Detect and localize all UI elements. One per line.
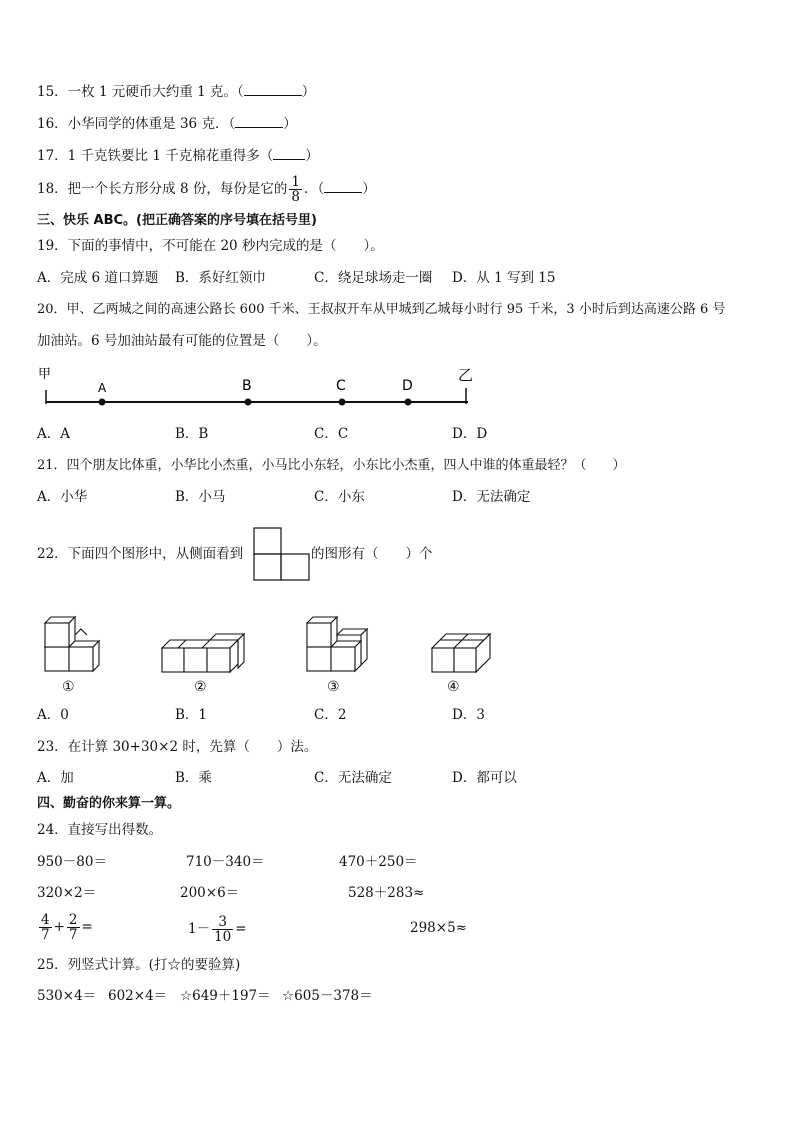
option-b[interactable]: B．乘 — [175, 770, 212, 786]
answer-blank[interactable] — [244, 81, 302, 96]
paren-open: ．（ — [303, 181, 325, 197]
paren-close: ） — [305, 148, 319, 164]
cube-figure-4 — [428, 632, 494, 676]
calc-item: 200×6＝ — [180, 885, 240, 901]
denominator: 7 — [41, 927, 50, 943]
cube-figure-3 — [302, 615, 372, 675]
calc-item: 298×5≈ — [410, 920, 467, 936]
calc-item: 528＋283≈ — [348, 885, 425, 901]
equals-sign: = — [235, 921, 247, 937]
fraction — [67, 913, 80, 942]
option-c[interactable]: C．绕足球场走一圈 — [314, 270, 433, 286]
question-21-text: 21．四个朋友比体重，小华比小杰重，小马比小东轻，小东比小杰重，四人中谁的体重最轻？（ ） — [37, 458, 626, 473]
answer-blank[interactable] — [324, 178, 362, 193]
minuend: 1－ — [188, 921, 211, 937]
answer-blank[interactable] — [235, 113, 283, 128]
section-4-heading: 四、勤奋的你来算一算。 — [37, 796, 181, 811]
calc-item-fraction-diff — [188, 912, 247, 946]
figure-label-1: ① — [62, 679, 75, 695]
equals-sign: = — [81, 919, 93, 935]
cube-figure-1 — [40, 615, 104, 675]
vertical-calc-item: 530×4＝ — [37, 988, 97, 1004]
option-b[interactable]: B．B — [175, 426, 209, 442]
question-17 — [37, 145, 319, 166]
section-3-heading: 三、快乐 ABC。(把正确答案的序号填在括号里) — [37, 213, 317, 228]
question-22-text-before: 22．下面四个图形中，从侧面看到 — [37, 546, 244, 562]
question-22-text-after: 的图形有（ ）个 — [311, 546, 433, 562]
paren-close: ） — [283, 116, 297, 132]
answer-blank[interactable] — [273, 145, 305, 160]
question-15 — [37, 81, 315, 102]
plus-sign: + — [53, 919, 65, 935]
side-view-figure — [253, 527, 311, 581]
option-a[interactable]: A．小华 — [37, 489, 88, 505]
point-c — [339, 399, 346, 406]
option-d[interactable]: D．无法确定 — [452, 489, 531, 505]
calc-item: 710－340＝ — [186, 854, 265, 870]
question-16-text: 16．小华同学的体重是 36 克．（ — [37, 116, 236, 132]
option-d[interactable]: D．都可以 — [452, 770, 517, 786]
question-16 — [37, 113, 297, 134]
question-19-text: 19．下面的事情中，不可能在 20 秒内完成的是（ ）。 — [37, 238, 384, 254]
option-c[interactable]: C．2 — [314, 707, 347, 723]
fraction — [39, 913, 52, 942]
question-23-text: 23．在计算 30+30×2 时，先算（ ）法。 — [37, 739, 318, 755]
option-a[interactable]: A．完成 6 道口算题 — [37, 270, 159, 286]
highway-diagram — [30, 360, 480, 412]
option-d[interactable]: D．3 — [452, 707, 485, 723]
numerator: 2 — [68, 912, 78, 928]
vertical-calc-item: ☆605－378＝ — [282, 988, 373, 1004]
option-c[interactable]: C．C — [314, 426, 349, 442]
figure-label-3: ③ — [327, 679, 340, 695]
denominator: 10 — [214, 929, 232, 945]
label-end: 乙 — [458, 366, 474, 384]
numerator: 1 — [291, 174, 300, 190]
option-a[interactable]: A．加 — [37, 770, 74, 786]
numerator: 3 — [212, 915, 233, 930]
calc-item: 320×2＝ — [37, 885, 97, 901]
option-c[interactable]: C．无法确定 — [314, 770, 392, 786]
option-a[interactable]: A．0 — [37, 707, 69, 723]
question-20-line1: 20．甲、乙两城之间的高速公路长 600 千米、王叔叔开车从甲城到乙城每小时行 95 千米，3 小时后到达高速公路 6 号 — [37, 302, 726, 317]
vertical-calc-item: ☆649＋197＝ — [180, 988, 271, 1004]
vertical-calc-item: 602×4＝ — [108, 988, 168, 1004]
question-24-text: 24．直接写出得数。 — [37, 822, 163, 838]
fraction — [212, 915, 233, 944]
option-b[interactable]: B．系好红领巾 — [175, 270, 266, 286]
figure-label-2: ② — [194, 679, 207, 695]
point-b — [245, 399, 252, 406]
fraction — [289, 175, 302, 204]
option-c[interactable]: C．小东 — [314, 489, 365, 505]
label-a: A — [98, 381, 107, 395]
question-18 — [37, 172, 376, 206]
numerator: 4 — [41, 912, 50, 928]
option-d[interactable]: D．从 1 写到 15 — [452, 270, 556, 286]
option-d[interactable]: D．D — [452, 426, 488, 442]
question-15-text: 15．一枚 1 元硬币大约重 1 克。（ — [37, 84, 244, 100]
denominator: 8 — [291, 189, 300, 205]
paren-close: ） — [362, 181, 376, 197]
point-a — [99, 399, 106, 406]
calc-item: 950－80＝ — [37, 854, 107, 870]
option-b[interactable]: B．1 — [175, 707, 208, 723]
cube-figure-2 — [158, 632, 248, 676]
calc-item-fraction-sum — [37, 910, 93, 944]
denominator: 7 — [68, 927, 78, 943]
question-18-text: 18．把一个长方形分成 8 份，每份是它的 — [37, 181, 288, 197]
paren-close: ） — [301, 84, 316, 100]
question-17-text: 17．1 千克铁要比 1 千克棉花重得多（ — [37, 148, 274, 164]
option-a[interactable]: A．A — [37, 426, 70, 442]
label-start: 甲 — [38, 367, 52, 382]
label-d: D — [402, 378, 413, 394]
point-d — [405, 399, 412, 406]
question-25-text: 25．列竖式计算。(打☆的要验算) — [37, 957, 241, 973]
figure-label-4: ④ — [447, 679, 460, 695]
label-b: B — [242, 378, 252, 394]
option-b[interactable]: B．小马 — [175, 489, 226, 505]
label-c: C — [336, 378, 346, 394]
question-20-line2: 加油站。6 号加油站最有可能的位置是（ ）。 — [37, 333, 327, 349]
calc-item: 470＋250＝ — [339, 854, 418, 870]
